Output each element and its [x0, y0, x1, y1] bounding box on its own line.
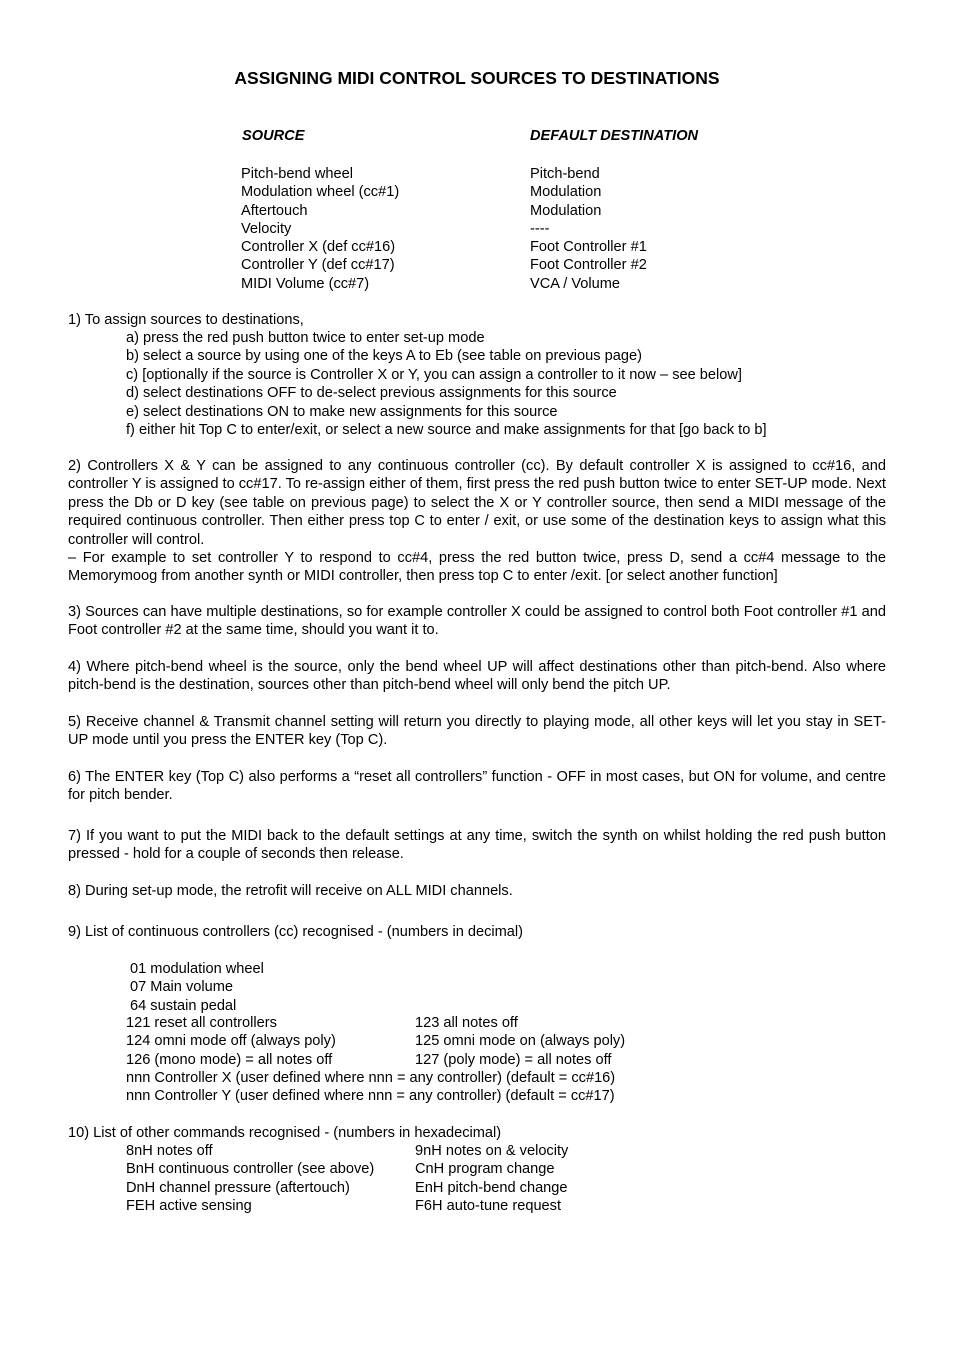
source-item: Pitch-bend wheel: [241, 166, 353, 182]
step-item: e) select destinations ON to make new assignments for this source: [126, 403, 558, 420]
cc-item: 124 omni mode off (always poly): [126, 1033, 336, 1050]
section-10-intro: 10) List of other commands recognised - (numbers in hexadecimal): [68, 1125, 502, 1141]
section-7-paragraph: 7) If you want to put the MIDI back to the default settings at any time, switch the synth on whilst holding the red push button pressed - hold for a couple of seconds then release.: [68, 828, 886, 863]
source-item: MIDI Volume (cc#7): [241, 275, 370, 292]
destination-item: Modulation: [530, 202, 602, 219]
section-2-example: – For example to set controller Y to respond to cc#4, press the red button twice, press D, send a cc#4 message to the Memorymoog from another synth or MIDI controller, then press top C to enter /exit. [or select another function]: [68, 550, 886, 585]
source-header: SOURCE: [242, 128, 305, 144]
section-4-paragraph: 4) Where pitch-bend wheel is the source, only the bend wheel UP will affect destinations other than pitch-bend. Also where pitch-bend is the destination, sources other than pitch-bend wheel will only bend the pitch UP.: [68, 659, 886, 694]
cc-item: 07 Main volume: [130, 979, 234, 996]
cc-item: 126 (mono mode) = all notes off: [126, 1051, 333, 1068]
command-item: DnH channel pressure (aftertouch): [126, 1179, 350, 1196]
step-item: a) press the red push button twice to enter set-up mode: [126, 330, 485, 346]
section-1-intro: 1) To assign sources to destinations,: [68, 312, 304, 328]
section-6-paragraph: 6) The ENTER key (Top C) also performs a “reset all controllers” function - OFF in most cases, but ON for volume, and centre for pitch bender.: [68, 769, 886, 804]
destination-item: ----: [530, 220, 550, 237]
command-list-left: [126, 1142, 374, 1215]
source-item: Controller Y (def cc#17): [241, 257, 395, 274]
cc-item: nnn Controller X (user defined where nnn = any controller) (default = cc#16): [126, 1070, 616, 1086]
section-1-steps: [126, 329, 767, 439]
section-2-paragraph: 2) Controllers X & Y can be assigned to any continuous controller (cc). By default controller X is assigned to cc#16, and controller Y is assigned to cc#17. To re-assign either of them, first press the red push button twice to enter SET-UP mode. Next press the Db or D key (see table on previous page) to select the X or Y controller source, then send a MIDI message of the required continuous controller. Then either press top C to enter / exit, or use some of the destination keys to assign what this controller will control.: [68, 458, 886, 548]
cc-list-left: [126, 1014, 336, 1069]
step-item: b) select a source by using one of the keys A to Eb (see table on previous page): [126, 348, 642, 365]
command-item: BnH continuous controller (see above): [126, 1161, 375, 1178]
cc-item: 64 sustain pedal: [130, 997, 237, 1014]
command-item: F6H auto-tune request: [415, 1197, 562, 1214]
cc-list-right: [415, 1014, 625, 1069]
destination-item: Modulation: [530, 184, 602, 201]
cc-item: nnn Controller Y (user defined where nnn = any controller) (default = cc#17): [126, 1088, 615, 1105]
command-item: 9nH notes on & velocity: [415, 1143, 569, 1159]
cc-item: 123 all notes off: [415, 1015, 518, 1031]
section-9-intro: 9) List of continuous controllers (cc) recognised - (numbers in decimal): [68, 924, 524, 940]
cc-item: 125 omni mode on (always poly): [415, 1033, 626, 1050]
section-8-paragraph: 8) During set-up mode, the retrofit will receive on ALL MIDI channels.: [68, 883, 513, 899]
source-item: Controller X (def cc#16): [241, 239, 396, 256]
source-list: [241, 165, 399, 293]
cc-item: 127 (poly mode) = all notes off: [415, 1051, 612, 1068]
source-item: Modulation wheel (cc#1): [241, 184, 400, 201]
destination-item: Foot Controller #1: [530, 239, 647, 256]
command-item: EnH pitch-bend change: [415, 1179, 568, 1196]
page-title: ASSIGNING MIDI CONTROL SOURCES TO DESTINATIONS: [234, 68, 720, 88]
destination-item: Foot Controller #2: [530, 257, 647, 274]
cc-list-wide: [126, 1069, 615, 1106]
cc-list-single: [130, 960, 264, 1015]
source-item: Aftertouch: [241, 202, 308, 219]
destination-list: [530, 165, 647, 293]
step-item: d) select destinations OFF to de-select previous assignments for this source: [126, 385, 617, 402]
section-3-paragraph: 3) Sources can have multiple destinations, so for example controller X could be assigned to control both Foot controller #1 and Foot controller #2 at the same time, should you want it to.: [68, 604, 886, 639]
destination-item: VCA / Volume: [530, 275, 621, 292]
command-item: 8nH notes off: [126, 1143, 213, 1159]
destination-item: Pitch-bend: [530, 166, 600, 182]
command-item: CnH program change: [415, 1161, 555, 1178]
cc-item: 01 modulation wheel: [130, 961, 264, 977]
command-list-right: [415, 1142, 568, 1215]
command-item: FEH active sensing: [126, 1197, 252, 1214]
cc-item: 121 reset all controllers: [126, 1015, 277, 1031]
source-item: Velocity: [241, 220, 292, 237]
section-5-paragraph: 5) Receive channel & Transmit channel setting will return you directly to playing mode, all other keys will let you stay in SET-UP mode until you press the ENTER key (Top C).: [68, 714, 886, 749]
step-item: c) [optionally if the source is Controller X or Y, you can assign a controller to it now – see below]: [126, 366, 742, 383]
destination-header: DEFAULT DESTINATION: [530, 128, 699, 144]
step-item: f) either hit Top C to enter/exit, or select a new source and make assignments for that [go back to b]: [126, 422, 767, 439]
